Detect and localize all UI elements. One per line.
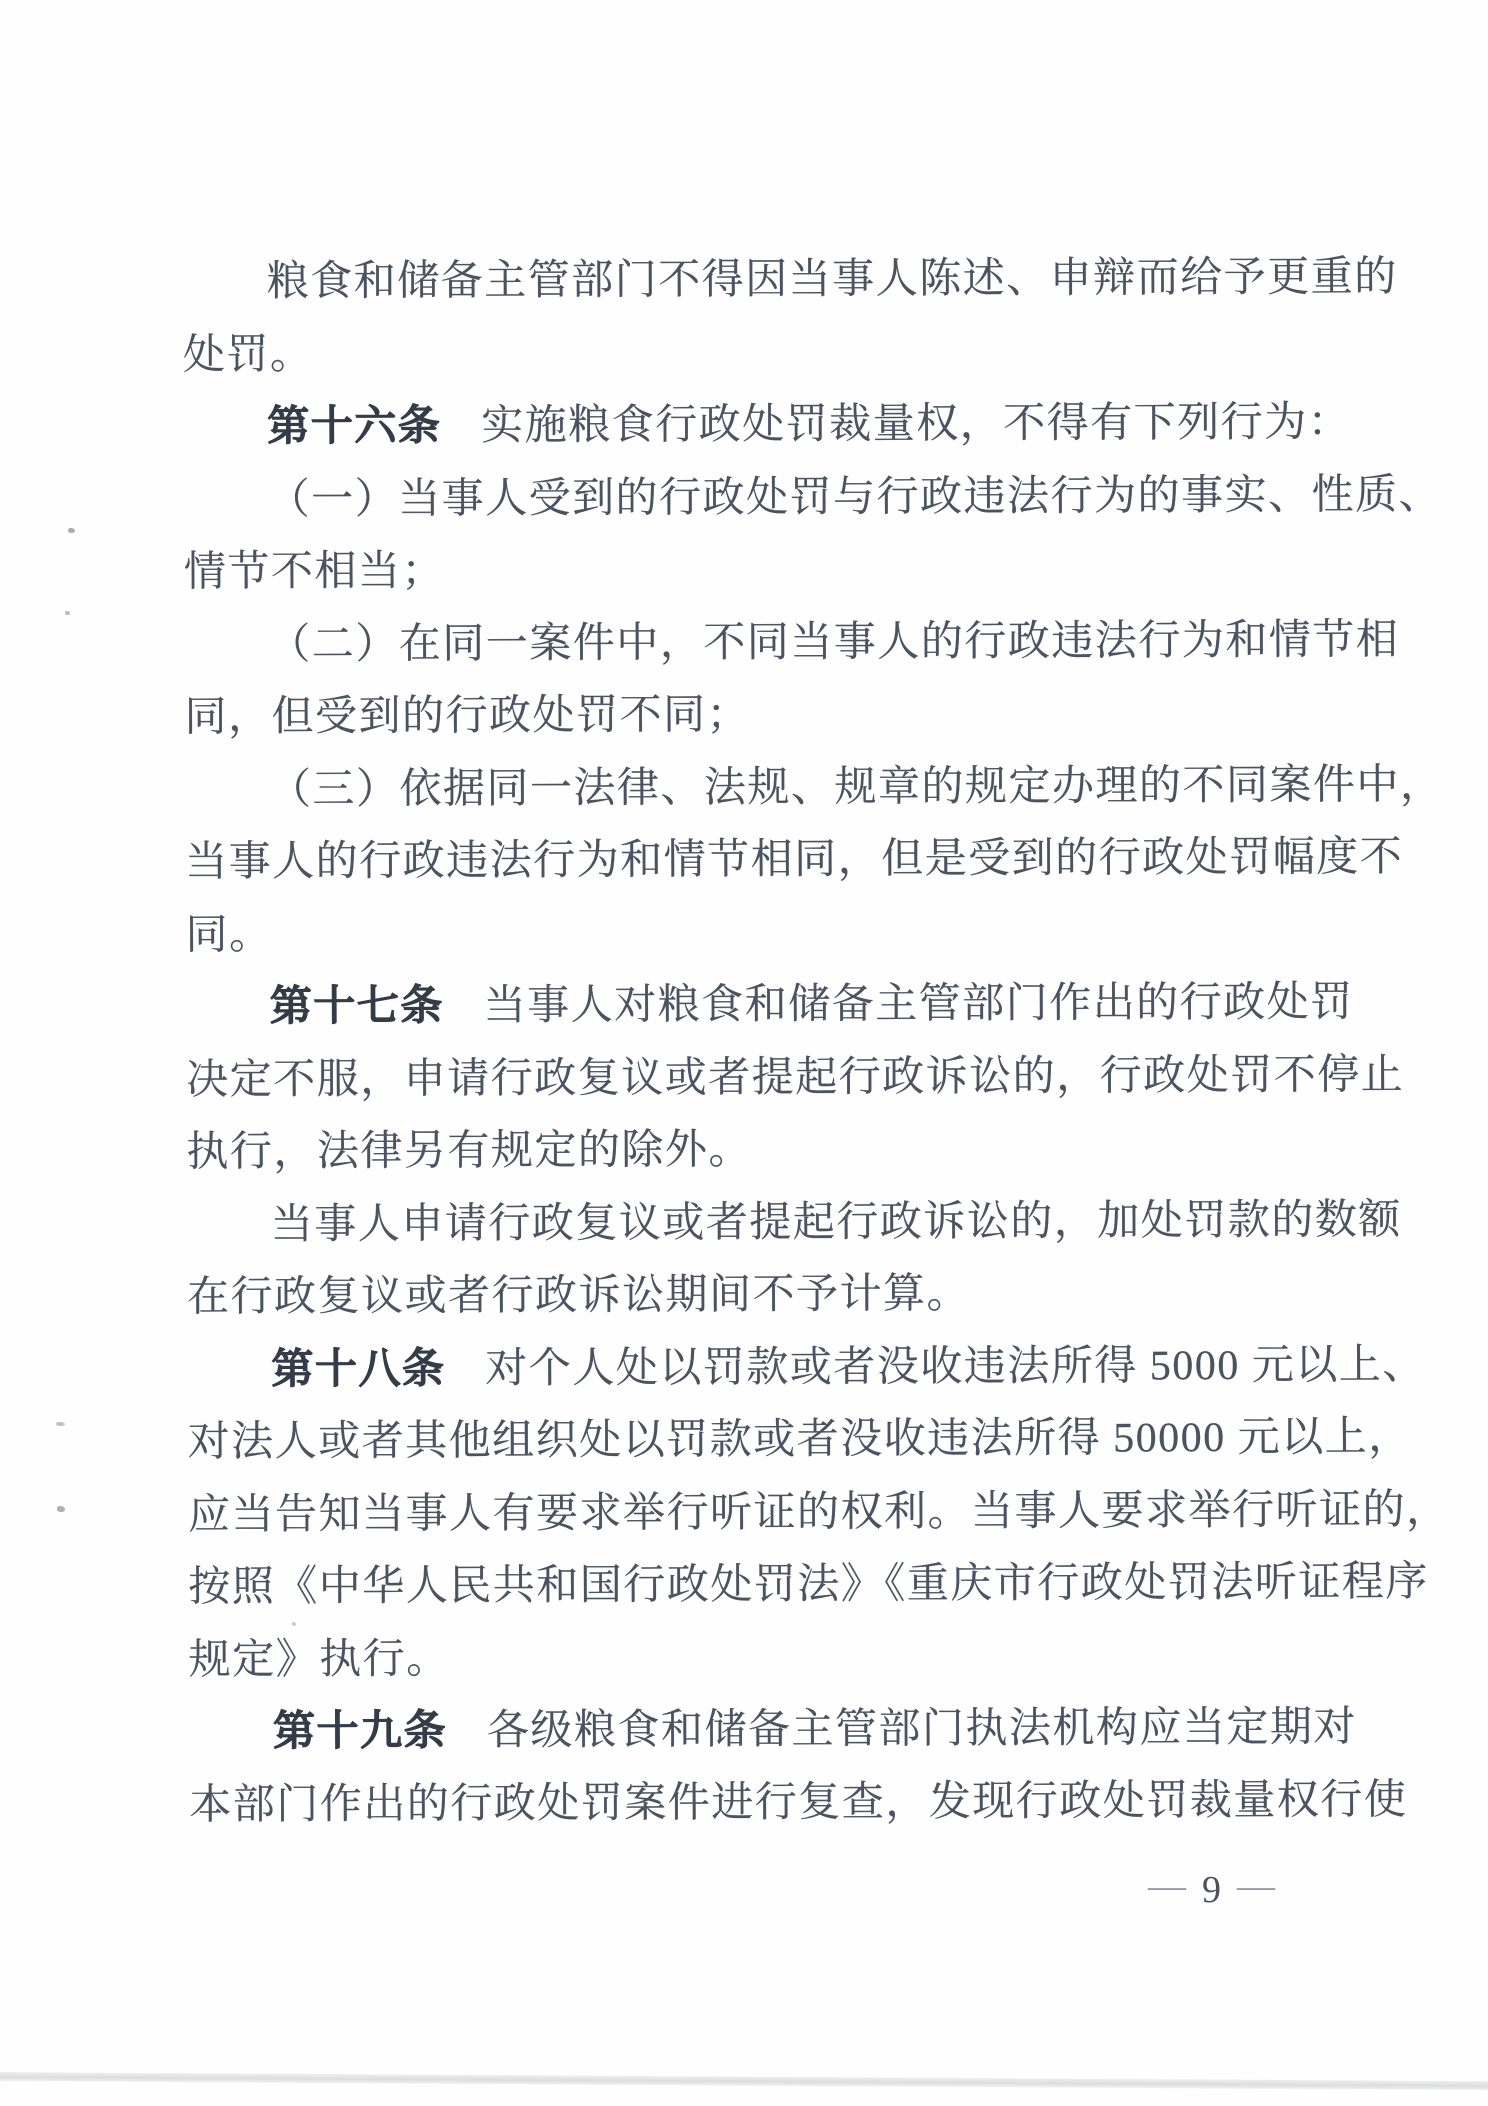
scan-page-edge: [0, 2072, 1488, 2090]
paragraph-line: [185, 821, 1404, 899]
line-text: 在行政复议或者行政诉讼期间不予计算。: [187, 1271, 971, 1321]
scan-speck: [68, 528, 75, 533]
page-number-value: 9: [1202, 1869, 1223, 1911]
page-number: [1148, 1862, 1288, 1918]
paragraph-line: [189, 1691, 1379, 1769]
line-text: （一）当事人受到的行政处罚与行政违法行为的事实、性质、: [267, 471, 1443, 523]
scan-speck: [56, 1422, 65, 1426]
line-text: 对法人或者其他组织处以罚款或者没收违法所得 50000 元以上，: [187, 1414, 1412, 1466]
line-text: 实施粮食行政处罚裁量权，不得有下列行为：: [481, 399, 1352, 450]
paragraph-line: [184, 604, 1400, 682]
line-text: 对个人处以罚款或者没收违法所得 5000 元以上、: [485, 1341, 1426, 1392]
paragraph-line: [183, 241, 1398, 319]
line-text: 粮食和储备主管部门不得因当事人陈述、申辩而给予更重的: [266, 254, 1398, 306]
paragraph-line: [184, 676, 1374, 754]
paragraph-line: [185, 749, 1444, 827]
paragraph-line: [187, 1329, 1426, 1407]
article-number: 第十八条: [271, 1345, 446, 1393]
scan-speck: [57, 1506, 65, 1512]
paragraph-line: [187, 1401, 1412, 1479]
line-text: 同，但受到的行政处罚不同；: [184, 692, 751, 741]
paragraph-line: [189, 1619, 1379, 1697]
line-text: 执行，法律另有规定的除外。: [186, 1127, 753, 1176]
text-column: [182, 241, 1450, 1841]
paragraph-line: [186, 1111, 1376, 1189]
scan-speck: [65, 611, 70, 615]
paragraph-line: [187, 1256, 1377, 1334]
article-number: 第十六条: [267, 403, 442, 451]
page-number-dash-right: —: [1237, 1865, 1277, 1907]
line-text: 按照《中华人民共和国行政处罚法》《重庆市行政处罚法听证程序: [188, 1559, 1429, 1611]
paragraph-line: [187, 1184, 1402, 1262]
article-number: 第十九条: [272, 1708, 448, 1756]
paragraph-line: [183, 459, 1443, 537]
page-number-dash-left: —: [1148, 1865, 1188, 1907]
line-text: 当事人的行政违法行为和情节相同，但是受到的行政处罚幅度不: [185, 834, 1404, 886]
line-text: 同。: [185, 911, 273, 959]
paragraph-line: [186, 966, 1376, 1044]
paragraph-line: [189, 1764, 1408, 1842]
scan-speck: [292, 1622, 296, 1626]
line-text: 处罚。: [182, 331, 314, 379]
paragraph-line: [186, 1039, 1405, 1117]
line-text: 决定不服，申请行政复议或者提起行政诉讼的，行政处罚不停止: [186, 1051, 1405, 1104]
paragraph-line: [183, 314, 1373, 392]
line-text: 应当告知当事人有要求举行听证的权利。当事人要求举行听证的，: [187, 1486, 1450, 1539]
line-text: 规定》执行。: [188, 1635, 450, 1684]
line-text: 情节不相当；: [183, 548, 446, 596]
line-text: 当事人对粮食和储备主管部门作出的行政处罚: [483, 979, 1354, 1030]
paragraph-line: [185, 894, 1375, 972]
line-text: 本部门作出的行政处罚案件进行复查，发现行政处罚裁量权行使: [189, 1776, 1408, 1829]
article-number: 第十七条: [269, 983, 444, 1031]
paragraph-line: [184, 531, 1374, 609]
line-text: 各级粮食和储备主管部门执法机构应当定期对: [486, 1704, 1358, 1755]
line-text: 当事人申请行政复议或者提起行政诉讼的，加处罚款的数额: [270, 1196, 1402, 1248]
paragraph-line: [183, 386, 1373, 464]
paragraph-line: [188, 1546, 1429, 1624]
line-text: （三）依据同一法律、法规、规章的规定办理的不同案件中，: [268, 761, 1444, 813]
line-text: （二）在同一案件中，不同当事人的行政违法行为和情节相: [268, 616, 1400, 668]
paragraph-line: [187, 1474, 1450, 1552]
